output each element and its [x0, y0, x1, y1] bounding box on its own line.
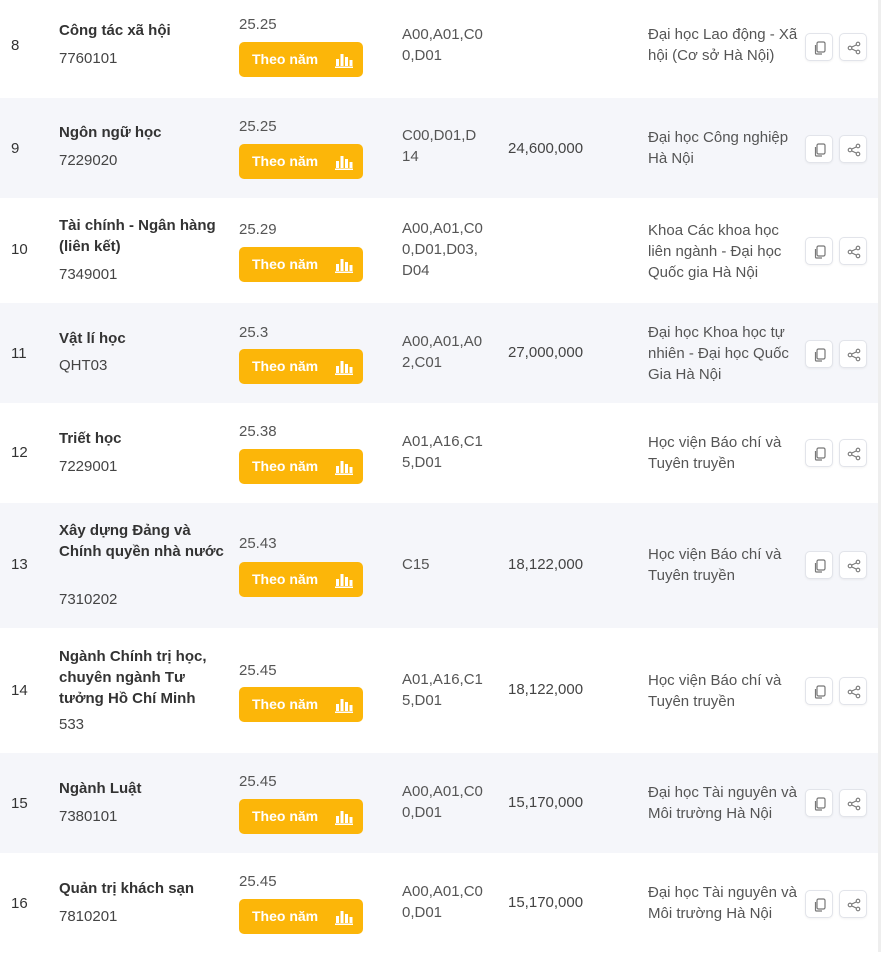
copy-button[interactable]: [805, 439, 833, 467]
by-year-button[interactable]: [239, 144, 363, 179]
benchmark-score: 25.43: [239, 535, 277, 552]
by-year-label: Theo năm: [252, 696, 319, 712]
bar-chart-icon: [335, 256, 353, 273]
tuition-fee: 18,122,000: [508, 681, 584, 698]
by-year-button[interactable]: [239, 247, 363, 282]
by-year-label: Theo năm: [252, 153, 319, 169]
benchmark-score: 25.45: [239, 773, 277, 790]
share-button[interactable]: [839, 439, 867, 467]
by-year-label: Theo năm: [252, 51, 319, 67]
bar-chart-icon: [335, 571, 353, 588]
copy-button[interactable]: [805, 340, 833, 368]
table-row: [0, 403, 878, 503]
major-name: Quản trị khách sạn: [59, 880, 195, 897]
benchmark-score: 25.38: [239, 423, 277, 440]
table-row: [0, 628, 878, 753]
by-year-label: Theo năm: [252, 808, 319, 824]
share-button[interactable]: [839, 135, 867, 163]
major-name: Ngành Luật: [59, 780, 142, 797]
row-index: 16: [11, 895, 28, 912]
table-row: [0, 853, 878, 953]
table-row: [0, 98, 878, 198]
school-name: Đại học Khoa học tự nhiên - Đại học Quốc Gia Hà Nội: [648, 324, 789, 383]
major-name: Tài chính - Ngân hàng (liên kết): [59, 217, 216, 255]
school-name: Đại học Tài nguyên và Môi trường Hà Nội: [648, 784, 797, 822]
subject-combinations: A00,A01,C00,D01,D03,D04: [402, 220, 483, 279]
by-year-button[interactable]: [239, 687, 363, 722]
row-index: 11: [11, 345, 27, 362]
benchmark-score: 25.29: [239, 221, 277, 238]
subject-combinations: A00,A01,C00,D01: [402, 26, 483, 64]
share-button[interactable]: [839, 677, 867, 705]
share-button[interactable]: [839, 551, 867, 579]
tuition-fee: 15,170,000: [508, 794, 584, 811]
by-year-label: Theo năm: [252, 908, 319, 924]
benchmark-score: 25.25: [239, 16, 277, 33]
by-year-button[interactable]: [239, 899, 363, 934]
subject-combinations: C15: [402, 556, 430, 573]
copy-button[interactable]: [805, 890, 833, 918]
major-code: 7810201: [59, 908, 118, 925]
subject-combinations: A00,A01,C00,D01: [402, 883, 483, 921]
school-name: Đại học Lao động - Xã hội (Cơ sở Hà Nội): [648, 26, 798, 64]
subject-combinations: C00,D01,D14: [402, 127, 477, 165]
subject-combinations: A00,A01,A02,C01: [402, 333, 483, 371]
major-name: Xây dựng Đảng và Chính quyền nhà nước: [59, 522, 224, 560]
by-year-label: Theo năm: [252, 256, 319, 272]
copy-button[interactable]: [805, 135, 833, 163]
major-name: Ngành Chính trị học, chuyên ngành Tư tưởng Hồ Chí Minh: [59, 648, 207, 707]
major-name: Ngôn ngữ học: [59, 124, 162, 141]
school-name: Học viện Báo chí và Tuyên truyền: [648, 546, 782, 584]
table-row: [0, 0, 878, 98]
copy-button[interactable]: [805, 237, 833, 265]
table-row: [0, 303, 878, 403]
subject-combinations: A00,A01,C00,D01: [402, 783, 483, 821]
major-code: 7380101: [59, 808, 118, 825]
benchmark-score: 25.25: [239, 118, 277, 135]
table-row: [0, 753, 878, 853]
copy-button[interactable]: [805, 677, 833, 705]
row-index: 13: [11, 556, 28, 573]
major-code: 7349001: [59, 266, 118, 283]
row-index: 12: [11, 444, 28, 461]
row-index: 14: [11, 682, 28, 699]
major-code: 7760101: [59, 50, 118, 67]
major-name: Công tác xã hội: [59, 22, 171, 39]
major-code: 7310202: [59, 591, 118, 608]
major-code: 7229001: [59, 458, 118, 475]
tuition-fee: 15,170,000: [508, 894, 584, 911]
school-name: Học viện Báo chí và Tuyên truyền: [648, 434, 782, 472]
benchmark-score: 25.45: [239, 873, 277, 890]
share-button[interactable]: [839, 340, 867, 368]
major-code: 7229020: [59, 152, 118, 169]
row-index: 10: [11, 241, 28, 258]
bar-chart-icon: [335, 153, 353, 170]
school-name: Đại học Công nghiệp Hà Nội: [648, 129, 789, 167]
table-row: [0, 198, 878, 303]
by-year-button[interactable]: [239, 799, 363, 834]
copy-button[interactable]: [805, 33, 833, 61]
row-index: 8: [11, 37, 20, 54]
share-button[interactable]: [839, 33, 867, 61]
school-name: Khoa Các khoa học liên ngành - Đại học Quốc gia Hà Nội: [648, 222, 782, 281]
tuition-fee: 27,000,000: [508, 344, 584, 361]
subject-combinations: A01,A16,C15,D01: [402, 671, 483, 709]
by-year-label: Theo năm: [252, 571, 319, 587]
row-index: 9: [11, 140, 20, 157]
by-year-label: Theo năm: [252, 458, 319, 474]
major-name: Vật lí học: [59, 330, 126, 347]
share-button[interactable]: [839, 789, 867, 817]
by-year-button[interactable]: [239, 562, 363, 597]
row-index: 15: [11, 795, 28, 812]
by-year-button[interactable]: [239, 449, 363, 484]
by-year-label: Theo năm: [252, 358, 319, 374]
major-code: 533: [59, 716, 85, 733]
tuition-fee: 24,600,000: [508, 140, 584, 157]
copy-button[interactable]: [805, 551, 833, 579]
benchmark-score: 25.45: [239, 662, 277, 679]
bar-chart-icon: [335, 458, 353, 475]
copy-button[interactable]: [805, 789, 833, 817]
table-row: [0, 503, 878, 628]
bar-chart-icon: [335, 51, 353, 68]
share-button[interactable]: [839, 237, 867, 265]
by-year-button[interactable]: [239, 42, 363, 77]
subject-combinations: A01,A16,C15,D01: [402, 433, 483, 471]
school-name: Đại học Tài nguyên và Môi trường Hà Nội: [648, 884, 797, 922]
bar-chart-icon: [335, 808, 353, 825]
by-year-button[interactable]: [239, 349, 363, 384]
bar-chart-icon: [335, 696, 353, 713]
school-name: Học viện Báo chí và Tuyên truyền: [648, 672, 782, 710]
major-code: QHT03: [59, 357, 108, 374]
bar-chart-icon: [335, 908, 353, 925]
major-name: Triết học: [59, 430, 122, 447]
bar-chart-icon: [335, 358, 353, 375]
share-button[interactable]: [839, 890, 867, 918]
benchmark-score: 25.3: [239, 324, 269, 341]
tuition-fee: 18,122,000: [508, 556, 584, 573]
